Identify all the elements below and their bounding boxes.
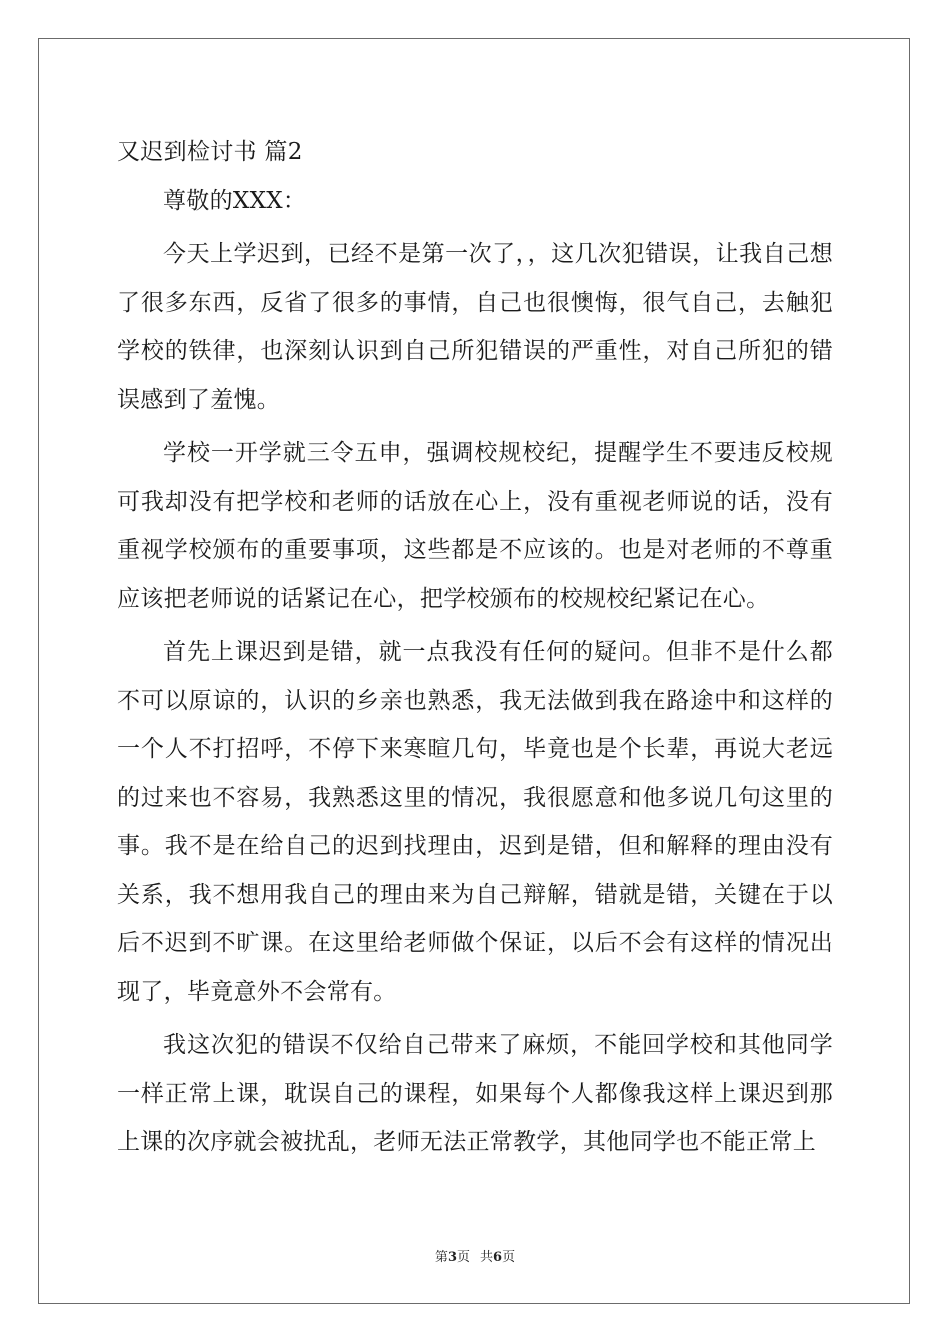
paragraph: 我这次犯的错误不仅给自己带来了麻烦，不能回学校和其他同学一样正常上课，耽误自己的课程，如果每个人都像我这样上课迟到那上课的次序就会被扰乱，老师无法正常教学，其他同学也不能正常上	[117, 1032, 833, 1155]
document-title: 又迟到检讨书 篇2	[117, 139, 303, 165]
paragraph: 首先上课迟到是错，就一点我没有任何的疑问。但非不是什么都不可以原谅的，认识的乡亲也熟悉，我无法做到我在路途中和这样的一个人不打招呼，不停下来寒暄几句，毕竟也是个长辈，再说大老远的过来也不容易，我熟悉这里的情况，我很愿意和他多说几句这里的事。我不是在给自己的迟到找理由，迟到是错，但和解释的理由没有关系，我不想用我自己的理由来为自己辩解，错就是错，关键在于以后不迟到不旷课。在这里给老师做个保证，以后不会有这样的情况出现了，毕竟意外不会常有。	[117, 639, 833, 1005]
page-number: 3	[447, 1250, 457, 1265]
page-prefix: 第	[434, 1250, 448, 1265]
page-suffix: 页	[456, 1250, 470, 1265]
total-pages: 6	[493, 1250, 503, 1265]
total-suffix: 页	[502, 1250, 516, 1265]
paragraph: 今天上学迟到，已经不是第一次了，，这几次犯错误，让我自己想了很多东西，反省了很多的事情，自己也很懊悔，很气自己，去触犯学校的铁律，也深刻认识到自己所犯错误的严重性，对自己所犯的错误感到了羞愧。	[117, 241, 833, 413]
salutation: 尊敬的XXX：	[163, 187, 307, 214]
document-body	[117, 128, 833, 1167]
paragraph: 学校一开学就三令五申，强调校规校纪，提醒学生不要违反校规可我却没有把学校和老师的话放在心上，没有重视老师说的话，没有重视学校颁布的重要事项，这些都是不应该的。也是对老师的不尊重应该把老师说的话紧记在心，把学校颁布的校规校纪紧记在心。	[117, 440, 833, 612]
page-footer	[0, 1246, 950, 1265]
total-prefix: 共	[480, 1250, 494, 1265]
